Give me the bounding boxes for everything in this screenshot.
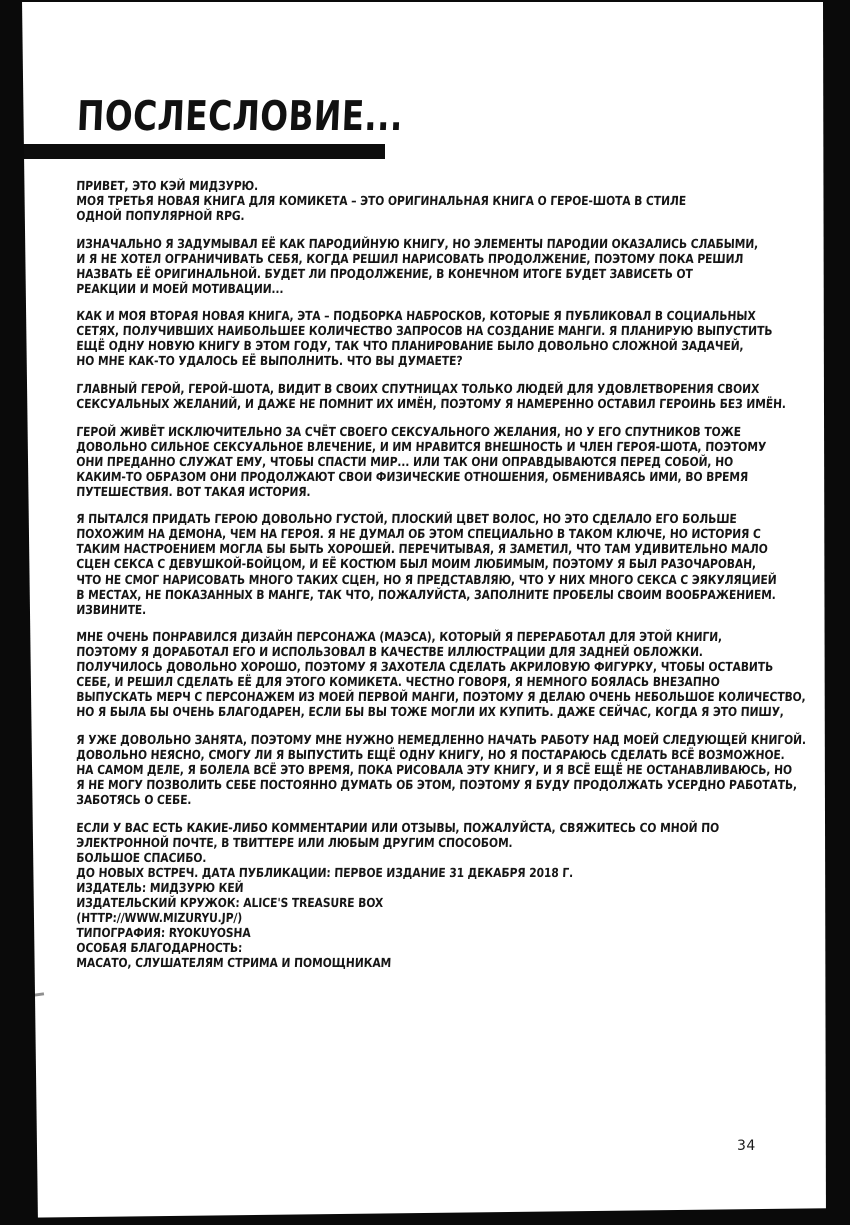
- text-line: ВЫПУСКАТЬ МЕРЧ С ПЕРСОНАЖЕМ ИЗ МОЕЙ ПЕРВОЙ МАНГИ, ПОЭТОМУ Я ДЕЛАЮ ОЧЕНЬ НЕБОЛЬШОЕ КОЛИЧЕСТВО,: [76, 689, 807, 705]
- text-line: ЗАБОТЯСЬ О СЕБЕ.: [76, 792, 192, 808]
- text-line: ПРИВЕТ, ЭТО КЭЙ МИДЗУРЮ.: [76, 178, 259, 193]
- paragraph: [76, 820, 836, 970]
- text-line: ПУТЕШЕСТВИЯ. ВОТ ТАКАЯ ИСТОРИЯ.: [76, 483, 311, 499]
- text-line: НО Я БЫЛА БЫ ОЧЕНЬ БЛАГОДАРЕН, ЕСЛИ БЫ ВЫ ТОЖЕ МОГЛИ ИХ КУПИТЬ. ДАЖЕ СЕЙЧАС, КОГДА Я ЭТО ПИШУ,: [76, 704, 785, 720]
- scan-artifact-mark: [34, 992, 44, 996]
- title-underline-bar: [22, 144, 385, 159]
- afterword-text: [76, 178, 836, 983]
- text-line: В МЕСТАХ, НЕ ПОКАЗАННЫХ В МАНГЕ, ТАК ЧТО, ПОЖАЛУЙСТА, ЗАПОЛНИТЕ ПРОБЕЛЫ СВОИМ ВООБРАЖЕНИЕМ.: [76, 586, 777, 602]
- text-line: ПОХОЖИМ НА ДЕМОНА, ЧЕМ НА ГЕРОЯ. Я НЕ ДУМАЛ ОБ ЭТОМ СПЕЦИАЛЬНО В ТАКОМ КЛЮЧЕ, НО ИСТОРИЯ С: [76, 526, 762, 542]
- text-line: ЕСЛИ У ВАС ЕСТЬ КАКИЕ-ЛИБО КОММЕНТАРИИ ИЛИ ОТЗЫВЫ, ПОЖАЛУЙСТА, СВЯЖИТЕСЬ СО МНОЙ ПО: [76, 819, 720, 835]
- paragraph: [76, 424, 836, 499]
- text-line: ОНИ ПРЕДАННО СЛУЖАТ ЕМУ, ЧТОБЫ СПАСТИ МИР... ИЛИ ТАК ОНИ ОПРАВДЫВАЮТСЯ ПЕРЕД СОБОЙ, НО: [76, 453, 734, 469]
- text-line: ОДНОЙ ПОПУЛЯРНОЙ RPG.: [76, 208, 245, 224]
- text-line: ИЗНАЧАЛЬНО Я ЗАДУМЫВАЛ ЕЁ КАК ПАРОДИЙНУЮ КНИГУ, НО ЭЛЕМЕНТЫ ПАРОДИИ ОКАЗАЛИСЬ СЛАБЫМИ,: [76, 235, 759, 251]
- text-line: ДО НОВЫХ ВСТРЕЧ. ДАТА ПУБЛИКАЦИИ: ПЕРВОЕ ИЗДАНИЕ 31 ДЕКАБРЯ 2018 Г.: [76, 864, 574, 880]
- page-border-top: [0, 0, 850, 2]
- page-number: 34: [737, 1138, 756, 1154]
- text-line: ИЗДАТЕЛЬСКИЙ КРУЖОК: ALICE'S TREASURE BOX: [76, 894, 384, 910]
- text-line: ЭЛЕКТРОННОЙ ПОЧТЕ, В ТВИТТЕРЕ ИЛИ ЛЮБЫМ ДРУГИМ СПОСОБОМ.: [76, 834, 513, 850]
- text-line: ДОВОЛЬНО СИЛЬНОЕ СЕКСУАЛЬНОЕ ВЛЕЧЕНИЕ, И ИМ НРАВИТСЯ ВНЕШНОСТЬ И ЧЛЕН ГЕРОЯ-ШОТА, ПОЭТОМУ: [76, 438, 767, 454]
- text-line: СЕБЕ, И РЕШИЛ СДЕЛАТЬ ЕЁ ДЛЯ ЭТОГО КОМИКЕТА. ЧЕСТНО ГОВОРЯ, Я НЕМНОГО БОЯЛАСЬ ВНЕЗАПНО: [76, 674, 721, 690]
- text-line: МОЯ ТРЕТЬЯ НОВАЯ КНИГА ДЛЯ КОМИКЕТА – ЭТО ОРИГИНАЛЬНАЯ КНИГА О ГЕРОЕ-ШОТА В СТИЛЕ: [76, 193, 687, 209]
- text-line: (HTTP://WWW.MIZURYU.JP/): [76, 909, 243, 925]
- text-line: НА САМОМ ДЕЛЕ, Я БОЛЕЛА ВСЁ ЭТО ВРЕМЯ, ПОКА РИСОВАЛА ЭТУ КНИГУ, И Я ВСЁ ЕЩЁ НЕ ОСТАНАВЛИВАЮСЬ, НО: [76, 762, 793, 778]
- text-line: Я ПЫТАЛСЯ ПРИДАТЬ ГЕРОЮ ДОВОЛЬНО ГУСТОЙ, ПЛОСКИЙ ЦВЕТ ВОЛОС, НО ЭТО СДЕЛАЛО ЕГО БОЛЬШЕ: [76, 511, 738, 527]
- text-line: ЧТО НЕ СМОГ НАРИСОВАТЬ МНОГО ТАКИХ СЦЕН, НО Я ПРЕДСТАВЛЯЮ, ЧТО У НИХ МНОГО СЕКСА С ЭЯКУЛЯЦИЕЙ: [76, 571, 778, 587]
- text-line: БОЛЬШОЕ СПАСИБО.: [76, 849, 207, 865]
- text-line: РЕАКЦИИ И МОЕЙ МОТИВАЦИИ...: [76, 280, 284, 296]
- text-line: Я УЖЕ ДОВОЛЬНО ЗАНЯТА, ПОЭТОМУ МНЕ НУЖНО НЕМЕДЛЕННО НАЧАТЬ РАБОТУ НАД МОЕЙ СЛЕДУЮЩЕЙ КНИГОЙ.: [76, 731, 807, 747]
- page-border-bottom: [0, 1207, 850, 1225]
- text-line: ДОВОЛЬНО НЕЯСНО, СМОГУ ЛИ Я ВЫПУСТИТЬ ЕЩЁ ОДНУ КНИГУ, НО Я ПОСТАРАЮСЬ СДЕЛАТЬ ВСЁ ВОЗМОЖНОЕ.: [76, 747, 786, 762]
- paragraph: [76, 629, 836, 719]
- text-line: ОСОБАЯ БЛАГОДАРНОСТЬ:: [76, 940, 243, 956]
- text-line: МАСАТО, СЛУШАТЕЛЯМ СТРИМА И ПОМОЩНИКАМ: [76, 955, 392, 971]
- text-line: НАЗВАТЬ ЕЁ ОРИГИНАЛЬНОЙ. БУДЕТ ЛИ ПРОДОЛЖЕНИЕ, В КОНЕЧНОМ ИТОГЕ БУДЕТ ЗАВИСЕТЬ ОТ: [76, 265, 694, 281]
- paragraph: [76, 236, 836, 296]
- text-line: ТАКИМ НАСТРОЕНИЕМ МОГЛА БЫ БЫТЬ ХОРОШЕЙ. ПЕРЕЧИТЫВАЯ, Я ЗАМЕТИЛ, ЧТО ТАМ УДИВИТЕЛЬНО МАЛО: [76, 541, 769, 557]
- paragraph: [76, 381, 836, 411]
- text-line: СЕКСУАЛЬНЫХ ЖЕЛАНИЙ, И ДАЖЕ НЕ ПОМНИТ ИХ ИМЁН, ПОЭТОМУ Я НАМЕРЕННО ОСТАВИЛ ГЕРОИНЬ БЕЗ ИМЁН.: [76, 396, 787, 412]
- text-line: ГЕРОЙ ЖИВЁТ ИСКЛЮЧИТЕЛЬНО ЗА СЧЁТ СВОЕГО СЕКСУАЛЬНОГО ЖЕЛАНИЯ, НО У ЕГО СПУТНИКОВ ТОЖЕ: [76, 423, 742, 439]
- text-line: И Я НЕ ХОТЕЛ ОГРАНИЧИВАТЬ СЕБЯ, КОГДА РЕШИЛ НАРИСОВАТЬ ПРОДОЛЖЕНИЕ, ПОЭТОМУ ПОКА РЕШИЛ: [76, 250, 744, 266]
- text-line: КАКИМ-ТО ОБРАЗОМ ОНИ ПРОДОЛЖАЮТ СВОИ ФИЗИЧЕСКИЕ ОТНОШЕНИЯ, ОБМЕНИВАЯСЬ ИМИ, ВО ВРЕМЯ: [76, 468, 749, 484]
- text-line: ГЛАВНЫЙ ГЕРОЙ, ГЕРОЙ-ШОТА, ВИДИТ В СВОИХ СПУТНИЦАХ ТОЛЬКО ЛЮДЕЙ ДЛЯ УДОВЛЕТВОРЕНИЯ СВОИХ: [76, 381, 760, 397]
- text-line: НО МНЕ КАК-ТО УДАЛОСЬ ЕЁ ВЫПОЛНИТЬ. ЧТО ВЫ ДУМАЕТЕ?: [76, 353, 463, 369]
- paragraph: [76, 732, 836, 807]
- page-border-right: [823, 0, 850, 1225]
- paragraph: [76, 308, 836, 368]
- text-line: ПОЭТОМУ Я ДОРАБОТАЛ ЕГО И ИСПОЛЬЗОВАЛ В КАЧЕСТВЕ ИЛЛЮСТРАЦИИ ДЛЯ ЗАДНЕЙ ОБЛОЖКИ.: [76, 644, 704, 660]
- text-line: ИЗДАТЕЛЬ: МИДЗУРЮ КЕЙ: [76, 879, 244, 895]
- text-line: СЕТЯХ, ПОЛУЧИВШИХ НАИБОЛЬШЕЕ КОЛИЧЕСТВО ЗАПРОСОВ НА СОЗДАНИЕ МАНГИ. Я ПЛАНИРУЮ ВЫПУСТИТЬ: [76, 323, 773, 339]
- paragraph: [76, 178, 836, 223]
- page-border-left: [0, 0, 40, 1225]
- paragraph: [76, 511, 836, 616]
- text-line: ЕЩЁ ОДНУ НОВУЮ КНИГУ В ЭТОМ ГОДУ, ТАК ЧТО ПЛАНИРОВАНИЕ БЫЛО ДОВОЛЬНО СЛОЖНОЙ ЗАДАЧЕЙ,: [76, 338, 744, 354]
- text-line: ИЗВИНИТЕ.: [76, 601, 147, 617]
- text-line: ПОЛУЧИЛОСЬ ДОВОЛЬНО ХОРОШО, ПОЭТОМУ Я ЗАХОТЕЛА СДЕЛАТЬ АКРИЛОВУЮ ФИГУРКУ, ЧТОБЫ ОСТАВИТЬ: [76, 659, 774, 675]
- text-line: СЦЕН СЕКСА С ДЕВУШКОЙ-БОЙЦОМ, И ЕЁ КОСТЮМ БЫЛ МОИМ ЛЮБИМЫМ, ПОЭТОМУ Я БЫЛ РАЗОЧАРОВАН,: [76, 556, 757, 572]
- text-line: КАК И МОЯ ВТОРАЯ НОВАЯ КНИГА, ЭТА – ПОДБОРКА НАБРОСКОВ, КОТОРЫЕ Я ПУБЛИКОВАЛ В СОЦИАЛЬНЫХ: [76, 308, 756, 324]
- text-line: Я НЕ МОГУ ПОЗВОЛИТЬ СЕБЕ ПОСТОЯННО ДУМАТЬ ОБ ЭТОМ, ПОЭТОМУ Я БУДУ ПРОДОЛЖАТЬ УСЕРДНО РАБОТАТЬ,: [76, 777, 798, 793]
- text-line: МНЕ ОЧЕНЬ ПОНРАВИЛСЯ ДИЗАЙН ПЕРСОНАЖА (МАЭСА), КОТОРЫЙ Я ПЕРЕРАБОТАЛ ДЛЯ ЭТОЙ КНИГИ,: [76, 629, 723, 645]
- text-line: ТИПОГРАФИЯ: RYOKUYOSHA: [76, 925, 251, 941]
- page-title: ПОСЛЕСЛОВИЕ...: [76, 92, 405, 140]
